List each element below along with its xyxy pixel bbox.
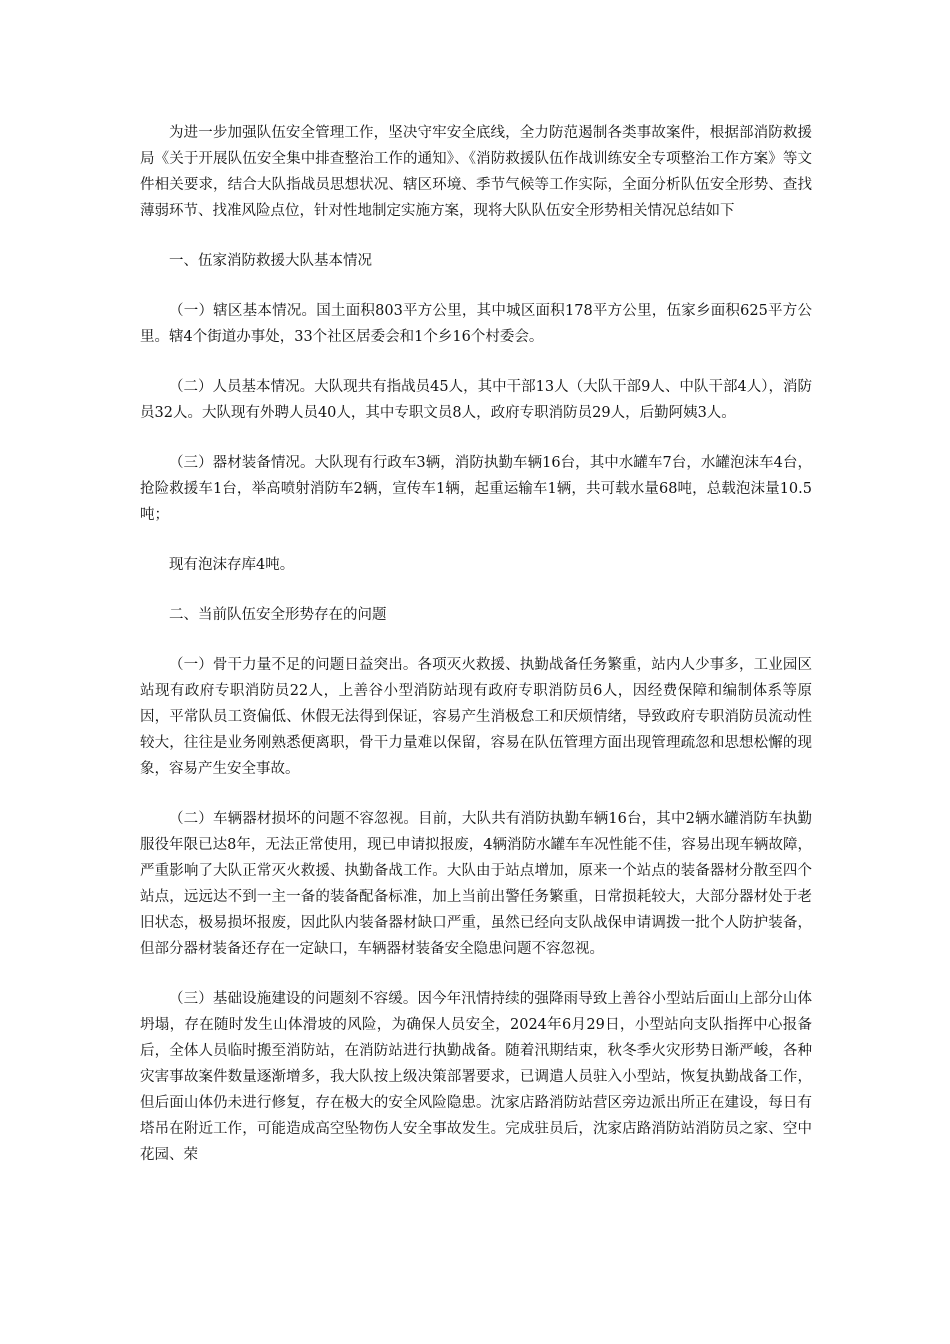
paragraph-backbone-shortage: （一）骨干力量不足的问题日益突出。各项灭火救援、执勤战备任务繁重，站内人少事多，工业园区站现有政府专职消防员22人，上善谷小型消防站现有政府专职消防员6人，因经费保障和编制体系等原因，平常队员工资偏低、休假无法得到保证，容易产生消极怠工和厌烦情绪，导致政府专职消防员流动性较大，往往是业务刚熟悉便离职，骨干力量难以保留，容易在队伍管理方面出现管理疏忽和思想松懈的现象，容易产生安全事故。 xyxy=(140,657,812,777)
paragraph-vehicle-damage: （二）车辆器材损坏的问题不容忽视。目前，大队共有消防执勤车辆16台，其中2辆水罐消防车执勤服役年限已达8年，无法正常使用，现已申请拟报废，4辆消防水罐车车况性能不佳，容易出现车辆故障，严重影响了大队正常灭火救援、执勤备战工作。大队由于站点增加，原来一个站点的装备器材分散至四个站点，远远达不到一主一备的装备配备标准，加上当前出警任务繁重，日常损耗较大，大部分器材处于老旧状态，极易损坏报废，因此队内装备器材缺口严重，虽然已经向支队战保申请调拨一批个人防护装备，但部分器材装备还存在一定缺口，车辆器材装备安全隐患问题不容忽视。 xyxy=(140,811,812,957)
section-heading-basic-info: 一、伍家消防救援大队基本情况 xyxy=(169,253,372,269)
section-heading-problems: 二、当前队伍安全形势存在的问题 xyxy=(169,607,387,623)
paragraph-equipment: （三）器材装备情况。大队现有行政车3辆，消防执勤车辆16台，其中水罐车7台，水罐泡沫车4台，抢险救援车1台，举高喷射消防车2辆，宣传车1辆，起重运输车1辆，共可载水量68吨，总载泡沫量10.5吨； xyxy=(140,455,812,523)
paragraph-infrastructure: （三）基础设施建设的问题刻不容缓。因今年汛情持续的强降雨导致上善谷小型站后面山上部分山体坍塌，存在随时发生山体滑坡的风险，为确保人员安全，2024年6月29日，小型站向支队指挥中心报备后，全体人员临时搬至消防站，在消防站进行执勤战备。随着汛期结束，秋冬季火灾形势日渐严峻，各种灾害事故案件数量逐渐增多，我大队按上级决策部署要求，已调遣人员驻入小型站，恢复执勤战备工作，但后面山体仍未进行修复，存在极大的安全风险隐患。沈家店路消防站营区旁边派出所正在建设，每日有塔吊在附近工作，可能造成高空坠物伤人安全事故发生。完成驻员后，沈家店路消防站消防员之家、空中花园、荣 xyxy=(140,991,812,1163)
intro-paragraph: 为进一步加强队伍安全管理工作，坚决守牢安全底线，全力防范遏制各类事故案件，根据部消防救援局《关于开展队伍安全集中排查整治工作的通知》、《消防救援队伍作战训练安全专项整治工作方案》等文件相关要求，结合大队指战员思想状况、辖区环境、季节气候等工作实际，全面分析队伍安全形势、查找薄弱环节、找准风险点位，针对性地制定实施方案，现将大队队伍安全形势相关情况总结如下 xyxy=(140,125,812,219)
paragraph-personnel: （二）人员基本情况。大队现共有指战员45人，其中干部13人（大队干部9人、中队干部4人），消防员32人。大队现有外聘人员40人，其中专职文员8人，政府专职消防员29人，后勤阿姨3人。 xyxy=(140,379,812,421)
paragraph-foam-stock: 现有泡沫存库4吨。 xyxy=(169,557,295,573)
paragraph-jurisdiction: （一）辖区基本情况。国土面积803平方公里，其中城区面积178平方公里，伍家乡面积625平方公里。辖4个街道办事处，33个社区居委会和1个乡16个村委会。 xyxy=(140,303,812,345)
document-body xyxy=(140,120,812,1192)
